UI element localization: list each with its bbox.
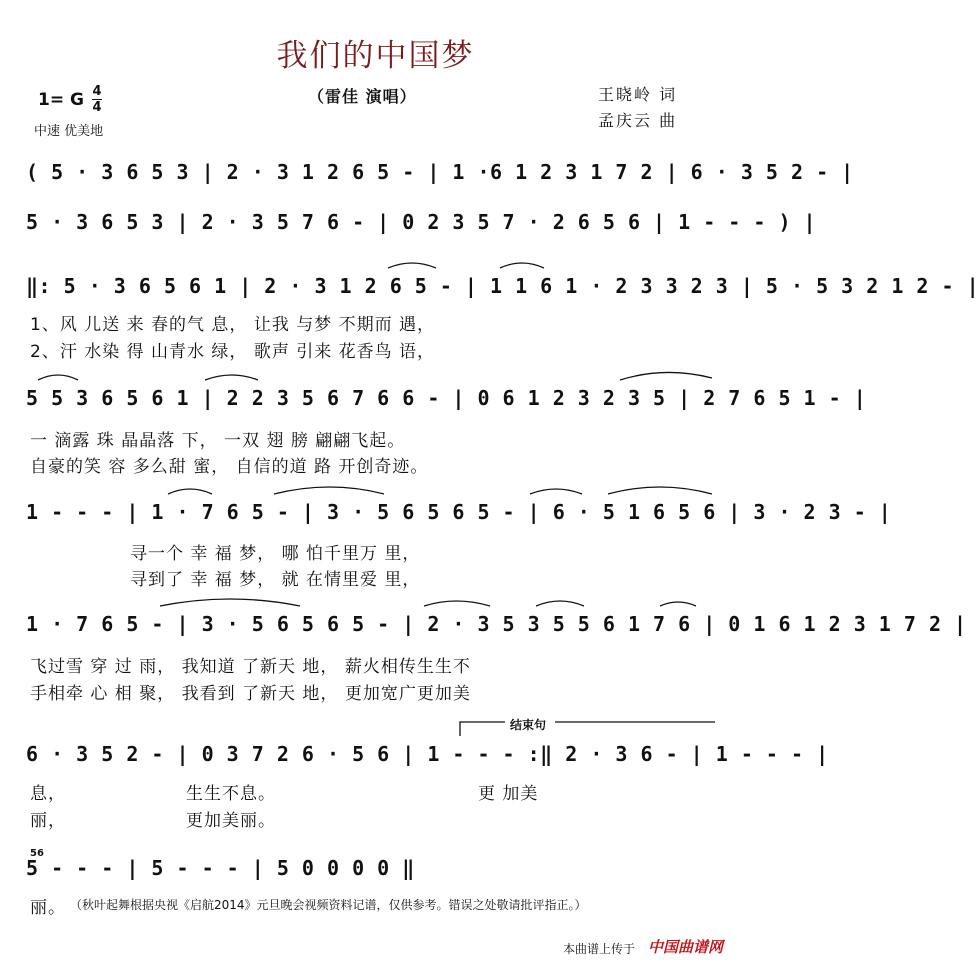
slur <box>274 487 384 494</box>
tempo-marking: 中速 优美地 <box>34 124 104 139</box>
lyric-verse1-d: 飞过雪 穿 过 雨， 我知道 了新天 地， 薪火相传生生不 <box>30 657 471 677</box>
staff-line-1: ( 5 · 3 6 5 3 | 2 · 3 1 2 6 5 - | 1 ·6 1 2 3 1 7 2 | 6 · 3 5 2 - | <box>26 160 854 184</box>
staff-line-7: 6 · 3 5 2 - | 0 3 7 2 6 · 5 6 | 1 - - - :‖ 2 · 3 6 - | 1 - - - | <box>26 742 829 766</box>
small-mark: 56 <box>30 848 44 859</box>
time-bottom: 4 <box>92 100 102 115</box>
slur <box>500 263 544 268</box>
slur <box>424 601 490 606</box>
slur <box>620 372 712 380</box>
slur <box>38 375 78 380</box>
ending-bracket <box>460 722 505 736</box>
lyric-verse1-c: 寻一个 幸 福 梦， 哪 怕千里万 里， <box>130 544 421 564</box>
lyricist-credit: 王晓岭 词 <box>598 85 678 104</box>
footer-uploaded: 本曲谱上传于 <box>563 942 636 956</box>
ending-label: 结束句 <box>510 718 547 732</box>
transcription-note: （秋叶起舞根据央视《启航2014》元旦晚会视频资料记谱，仅供参考。错误之处敬请批评指正。） <box>70 898 587 912</box>
slur <box>530 489 582 494</box>
staff-line-3: ‖: 5 · 3 6 5 6 1 | 2 · 3 1 2 6 5 - | 1 1 6 1 · 2 3 3 2 3 | 5 · 5 3 2 1 2 - | <box>26 274 979 298</box>
lyric-last: 丽。 <box>30 898 66 918</box>
slur <box>536 601 584 606</box>
lyric-verse2-d: 手相牵 心 相 聚， 我看到 了新天 地， 更加宽广更加美 <box>30 684 471 704</box>
lyric-verse1-e1: 息， <box>30 784 66 804</box>
slur <box>205 375 258 380</box>
slur <box>388 263 436 268</box>
slur <box>608 487 712 494</box>
lyric-verse1-e3: 更 加美 <box>478 784 539 804</box>
staff-line-4: 5 5 3 6 5 6 1 | 2 2 3 5 6 7 6 6 - | 0 6 1 2 3 2 3 5 | 2 7 6 5 1 - | <box>26 386 867 410</box>
site-logo: 中国曲谱网 <box>648 938 724 956</box>
staff-line-6: 1 · 7 6 5 - | 3 · 5 6 5 6 5 - | 2 · 3 5 3 5 5 6 1 7 6 | 0 1 6 1 2 3 1 7 2 | <box>26 612 967 636</box>
lyric-verse2-a: 2、汗 水染 得 山青水 绿， 歌声 引来 花香鸟 语， <box>30 342 436 362</box>
singer-credit: （雷佳 演唱） <box>308 87 417 106</box>
time-top: 4 <box>92 84 102 99</box>
lyric-verse1-e2: 生生不息。 <box>186 784 276 804</box>
staff-line-2: 5 · 3 6 5 3 | 2 · 3 5 7 6 - | 0 2 3 5 7 · 2 6 5 6 | 1 - - - ) | <box>26 210 817 234</box>
key-signature: 1= G <box>38 90 84 110</box>
staff-line-8: 5 - - - | 5 - - - | 5 0 0 0 0 ‖ <box>26 856 415 880</box>
staff-line-5: 1 - - - | 1 · 7 6 5 - | 3 · 5 6 5 6 5 - | 6 · 5 1 6 5 6 | 3 · 2 3 - | <box>26 500 892 524</box>
page-title: 我们的中国梦 <box>276 38 475 74</box>
lyric-verse2-e1: 丽， <box>30 811 66 831</box>
slur <box>160 599 300 606</box>
lyric-verse1-a: 1、风 儿送 来 春的气 息， 让我 与梦 不期而 遇， <box>30 315 436 335</box>
slur <box>660 602 696 606</box>
lyric-verse2-b: 自豪的笑 容 多么甜 蜜， 自信的道 路 开创奇迹。 <box>30 457 429 477</box>
composer-credit: 孟庆云 曲 <box>598 111 678 130</box>
slur <box>168 489 212 494</box>
lyric-verse2-c: 寻到了 幸 福 梦， 就 在情里爱 里， <box>130 570 421 590</box>
time-signature <box>92 85 102 114</box>
lyric-verse2-e2: 更加美丽。 <box>186 811 276 831</box>
lyric-verse1-b: 一 滴露 珠 晶晶落 下， 一双 翅 膀 翩翩飞起。 <box>30 431 406 451</box>
